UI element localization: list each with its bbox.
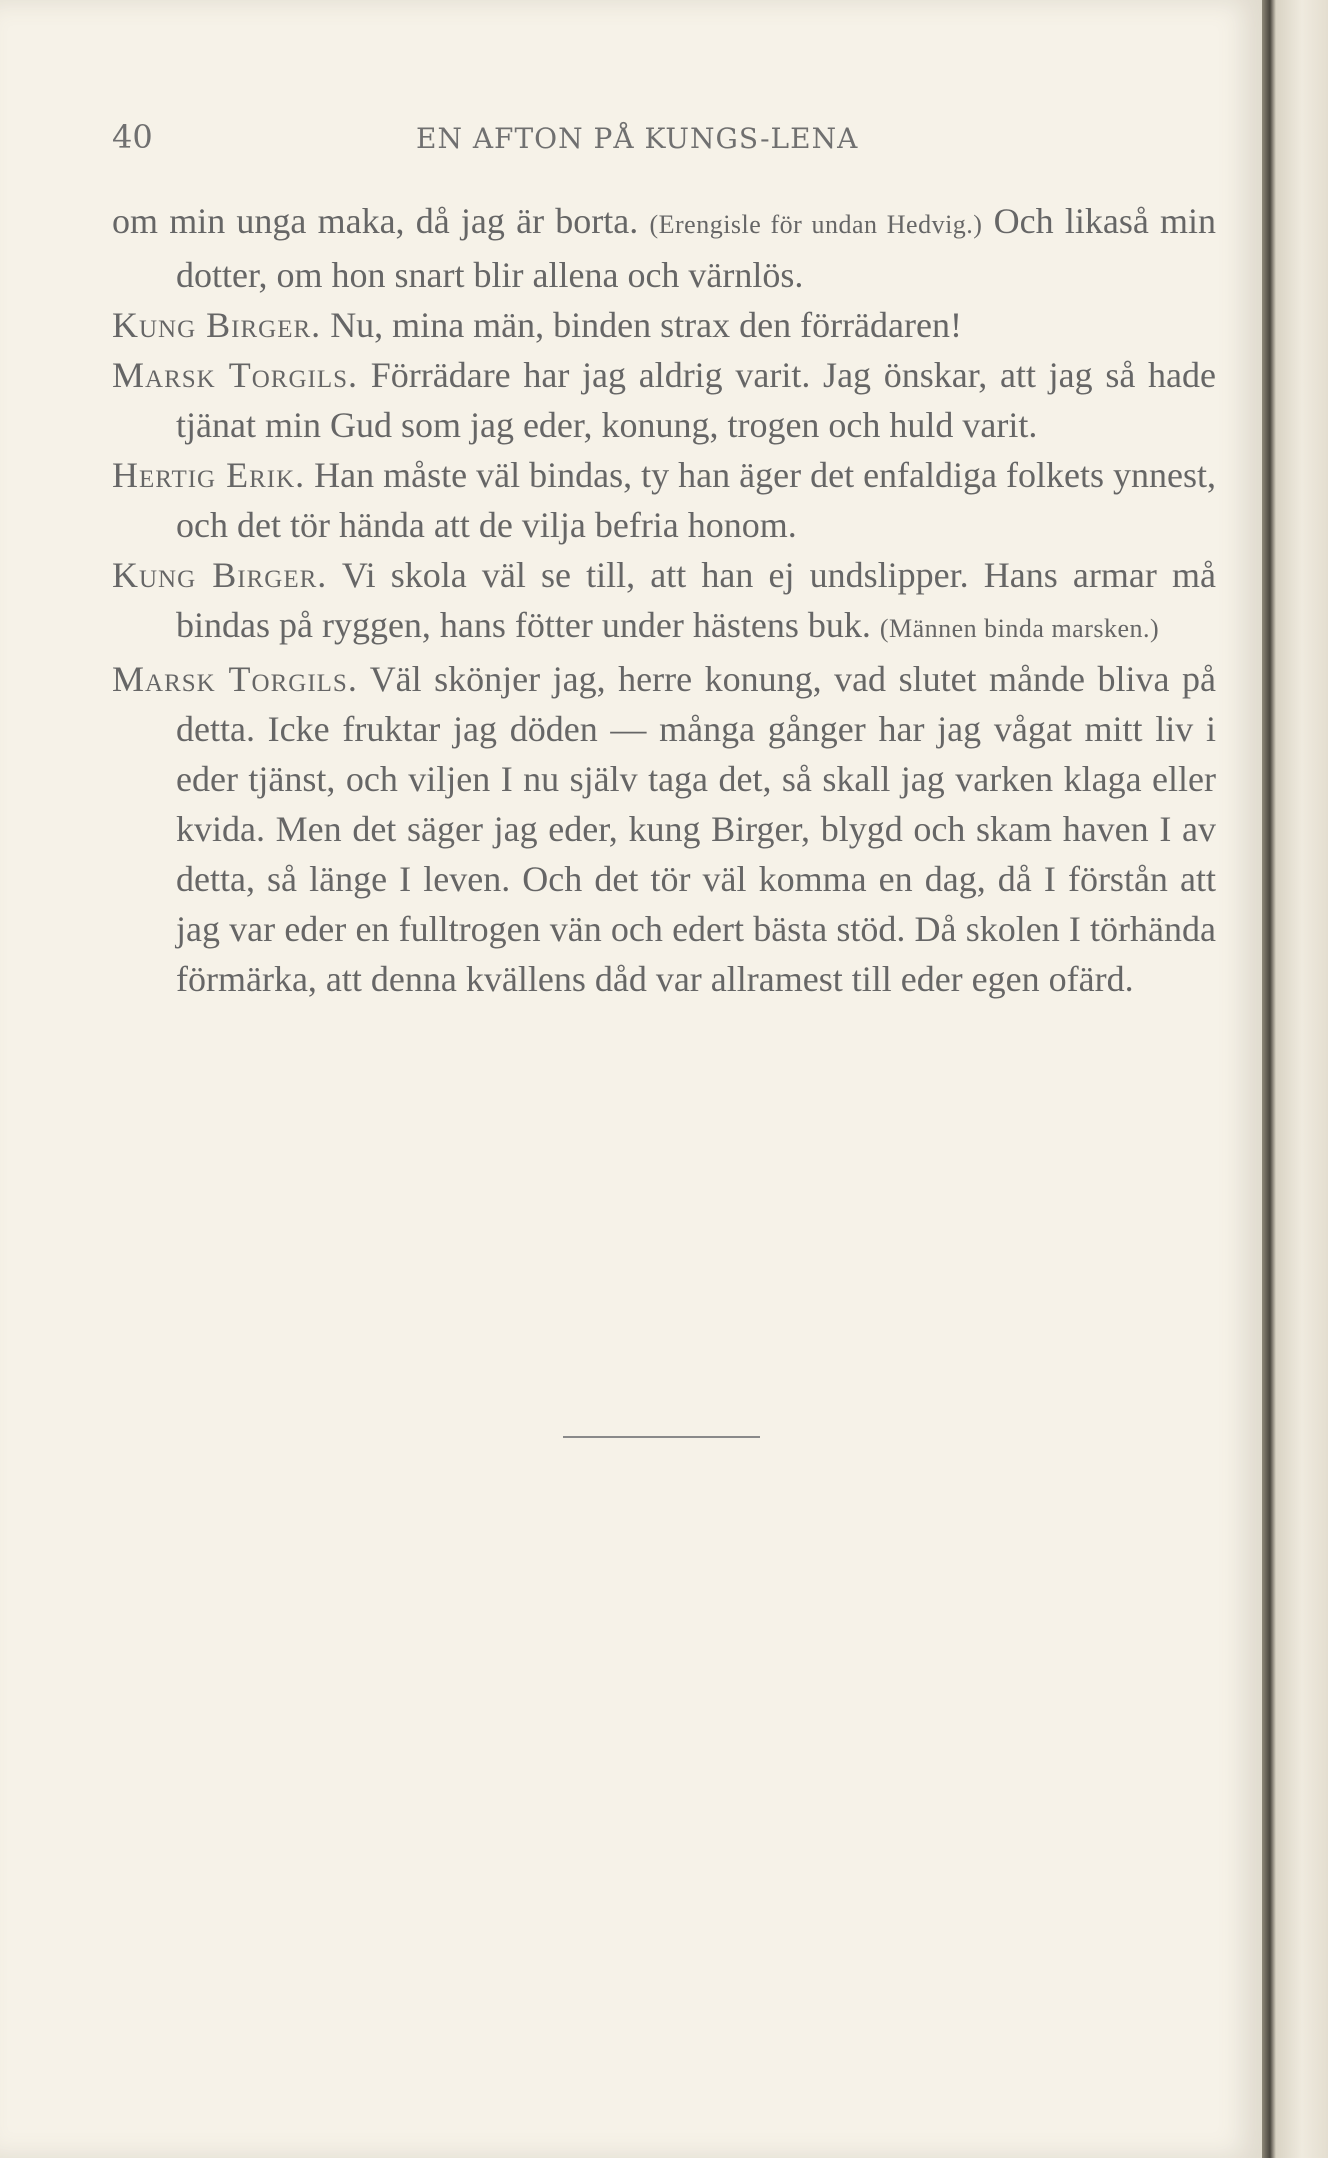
dialogue-paragraph: [112, 550, 1216, 654]
end-rule: [563, 1436, 760, 1438]
speech-text: Väl skönjer jag, herre konung, vad slutet månde bliva på detta. Icke fruktar jag döden — många gånger har jag vågat mitt liv i eder tjänst, och viljen I nu själv taga det, så skall jag varken klaga eller kvida. Men det säger jag eder, kung Birger, blygd och skam haven I av detta, så länge I leven. Och det tör väl komma en dag, då I förstån att jag var eder en fulltrogen vän och edert bästa stöd. Då skolen I törhända förmärka, att denna kvällens dåd var allramest till eder egen ofärd.: [176, 659, 1216, 999]
dialogue-paragraph: [112, 450, 1216, 550]
book-gutter-edge: [1262, 0, 1328, 2158]
stage-direction: (Erengisle för undan Hedvig.): [649, 210, 983, 239]
speech-text: Han måste väl bindas, ty han äger det enfaldiga folkets ynnest, och det tör hända att de vilja befria honom.: [176, 455, 1216, 545]
dialogue-paragraph: [112, 300, 1216, 350]
speaker-name: Kung Birger.: [112, 555, 328, 595]
dialogue-paragraph: [112, 196, 1216, 300]
speaker-name: Marsk Torgils.: [112, 355, 359, 395]
page-number: 40: [112, 118, 153, 156]
speech-text: om min unga maka, då jag är borta.: [112, 201, 639, 241]
stage-direction: (Männen binda marsken.): [879, 614, 1160, 643]
page-header: [112, 118, 924, 162]
speaker-name: Marsk Torgils.: [112, 659, 358, 699]
speaker-name: Hertig Erik.: [112, 455, 306, 495]
speech-text-continued: Och likaså min dotter, om hon snart blir allena och värnlös.: [176, 201, 1217, 295]
dialogue-paragraph: [112, 654, 1216, 1004]
speech-text: Förrädare har jag aldrig varit. Jag önskar, att jag så hade tjänat min Gud som jag eder, konung, trogen och huld varit.: [176, 355, 1216, 445]
speech-text: Vi skola väl se till, att han ej undslipper. Hans armar må bindas på ryggen, hans fötter under hästens buk.: [176, 555, 1216, 645]
speech-text: Nu, mina män, binden strax den förrädaren!: [330, 305, 962, 345]
dialogue-text: [112, 196, 1216, 1004]
speaker-name: Kung Birger.: [112, 305, 322, 345]
running-title: EN AFTON PÅ KUNGS-LENA: [416, 122, 859, 155]
dialogue-paragraph: [112, 350, 1216, 450]
